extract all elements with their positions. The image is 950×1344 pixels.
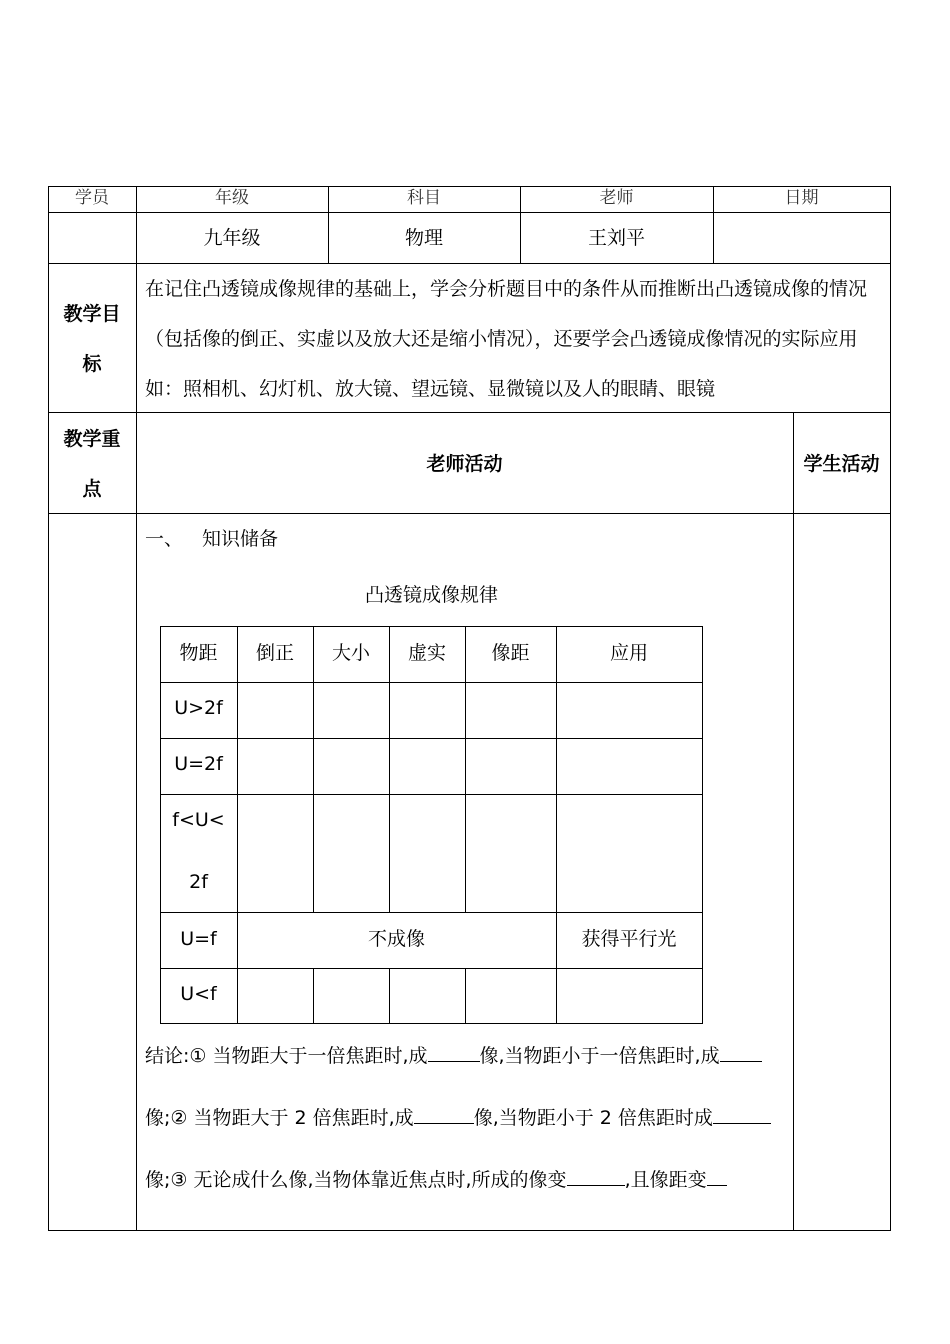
teacher-value: 王刘平	[587, 227, 645, 249]
section-title: 知识储备	[202, 528, 279, 550]
table-border	[313, 968, 314, 1024]
conclusion-line-1	[145, 1043, 762, 1066]
rules-header-cell: 大小	[331, 642, 370, 664]
grade-value: 九年级	[203, 227, 261, 249]
table-border	[48, 263, 891, 264]
conclusion-text: 像,当物距小于 2 倍焦距时成	[473, 1107, 713, 1129]
object-distance-cell: U>2f	[174, 697, 223, 719]
fill-blank[interactable]	[567, 1167, 625, 1186]
table-border	[702, 626, 703, 1024]
header-subject: 科目	[407, 188, 441, 208]
header-student: 学员	[75, 188, 109, 208]
objective-line-2: （包括像的倒正、实虚以及放大还是缩小情况），还要学会凸透镜成像情况的实际应用	[145, 328, 858, 350]
table-border	[556, 626, 557, 1024]
conclusion-text: 结论:① 当物距大于一倍焦距时,成	[145, 1045, 428, 1067]
table-border	[389, 626, 390, 912]
table-border	[389, 968, 390, 1024]
table-border	[890, 186, 891, 1231]
teacher-activity-heading: 老师活动	[426, 453, 503, 475]
table-border	[465, 968, 466, 1024]
table-border	[48, 513, 891, 514]
header-teacher: 老师	[599, 188, 634, 208]
table-border	[136, 186, 137, 1231]
header-grade: 年级	[215, 188, 249, 208]
focus-label: 教学重	[63, 428, 121, 450]
objective-label: 教学目	[63, 303, 121, 325]
no-image-merged-cell: 不成像	[367, 928, 425, 950]
table-border	[48, 212, 891, 213]
table-border	[48, 186, 49, 1231]
fill-blank[interactable]	[713, 1105, 771, 1124]
header-date: 日期	[784, 188, 819, 208]
object-distance-cell: U<f	[180, 983, 217, 1005]
table-border	[313, 626, 314, 912]
object-distance-cell: U=2f	[174, 753, 223, 775]
conclusion-text: 像;② 当物距大于 2 倍焦距时,成	[145, 1107, 414, 1129]
conclusion-text: 像;③ 无论成什么像,当物体靠近焦点时,所成的像变	[145, 1169, 567, 1191]
objective-label-cont: 标	[82, 353, 102, 375]
object-distance-cell: f<U<	[172, 809, 225, 831]
rules-header-cell: 虚实	[407, 642, 446, 664]
rules-table-caption: 凸透镜成像规律	[364, 584, 498, 606]
rules-header-cell: 像距	[491, 642, 530, 664]
table-border	[160, 626, 703, 627]
table-border	[48, 1230, 891, 1231]
table-border	[237, 626, 238, 1024]
table-border	[160, 912, 703, 913]
table-border	[160, 968, 703, 969]
object-distance-cell-cont: 2f	[189, 871, 208, 893]
rules-header-cell: 物距	[179, 642, 218, 664]
table-border	[160, 794, 703, 795]
student-activity-heading: 学生活动	[803, 453, 880, 475]
table-border	[48, 412, 891, 413]
application-cell: 获得平行光	[581, 928, 677, 950]
table-border	[793, 412, 794, 1231]
conclusion-text: ,且像距变	[624, 1169, 707, 1191]
conclusion-line-3	[145, 1167, 727, 1190]
object-distance-cell: U=f	[180, 928, 217, 950]
objective-line-3: 如：照相机、幻灯机、放大镜、望远镜、显微镜以及人的眼睛、眼镜	[145, 378, 716, 400]
focus-label-cont: 点	[82, 478, 102, 500]
table-border	[160, 682, 703, 683]
fill-blank[interactable]	[414, 1105, 474, 1124]
table-border	[160, 738, 703, 739]
subject-value: 物理	[404, 227, 443, 249]
objective-line-1: 在记住凸透镜成像规律的基础上，学会分析题目中的条件从而推断出凸透镜成像的情况	[145, 278, 868, 300]
conclusion-text: 像,当物距小于一倍焦距时,成	[479, 1045, 720, 1067]
conclusion-line-2	[145, 1105, 771, 1128]
fill-blank[interactable]	[707, 1167, 727, 1186]
fill-blank[interactable]	[428, 1043, 480, 1062]
table-border	[160, 1023, 703, 1024]
table-border	[465, 626, 466, 912]
section-number: 一、	[145, 528, 184, 550]
table-border	[48, 186, 891, 187]
rules-header-cell: 倒正	[255, 642, 294, 664]
fill-blank[interactable]	[720, 1043, 762, 1062]
rules-header-cell: 应用	[609, 642, 648, 664]
